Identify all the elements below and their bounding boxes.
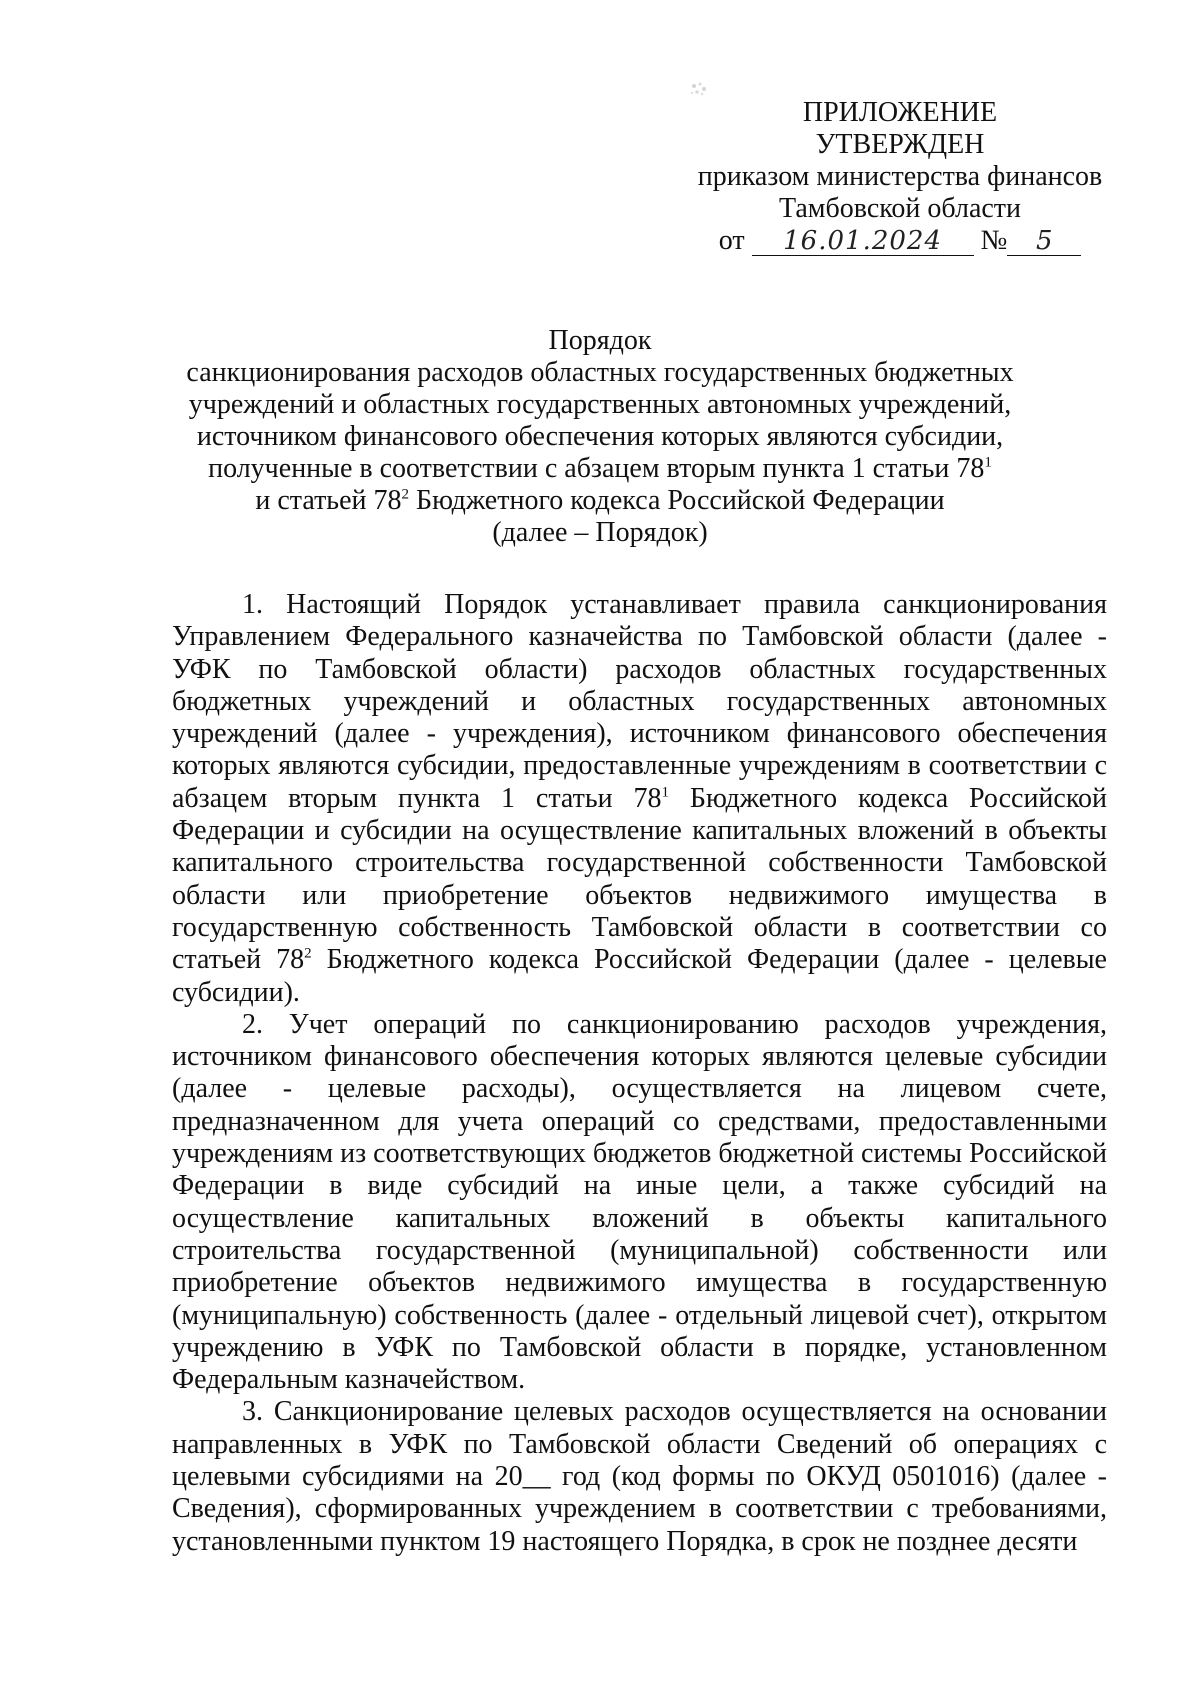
paragraph-2: 2. Учет операций по санкционированию расходов учреждения, источником финансового обеспечения которых являются целевые субсидии (далее - целевые расходы), осуществляется на лицевом счете, предназначенном для учета операций со средствами, предоставленными учреждениям из соответствующих бюджетов бюджетной системы Российской Федерации в виде субсидий на иные цели, а также субсидий на осуществление капитальных вложений в объекты капитального строительства государственной (муниципальной) собственности или приобретение объектов недвижимого имущества в государственную (муниципальную) собственность (далее - отдельный лицевой счет), открытом учреждению в УФК по Тамбовской области в порядке, установленном Федеральным казначейством. [172,1008,1107,1396]
stamp-mark-icon [688,80,710,98]
title-line-3: учреждений и областных государственных автономных учреждений, [188,389,1012,420]
document-title [150,325,1050,549]
handwritten-number: 5 [1007,227,1081,256]
approval-block [690,97,1110,257]
approved-label: УТВЕРЖДЕН [815,129,985,160]
handwritten-date: 16.01.2024 [752,227,974,256]
number-label: № [980,225,1008,256]
title-line-6 [150,485,1050,517]
paragraph-3: 3. Санкционирование целевых расходов осуществляется на основании направленных в УФК по Тамбовской области Сведений об операциях с целевыми субсидиями на 20__ год (код формы по ОКУД 0501016) (далее - Сведения), сформированных учреждением в соответствии с требованиями, установленными пунктом 19 настоящего Порядка, в срок не позднее десяти [172,1396,1107,1557]
appendix-label: ПРИЛОЖЕНИЕ [802,97,998,128]
region-name: Тамбовской области [778,193,1022,224]
title-line-7: (далее – Порядок) [492,517,708,548]
paragraph-1-sup-1: 1 [661,784,669,801]
title-line-2: санкционирования расходов областных государственных бюджетных [186,357,1014,388]
title-line-6-sup: 2 [401,486,409,503]
document-body [172,589,1107,1558]
title-line-4: источником финансового обеспечения которых являются субсидии, [196,421,1004,452]
paragraph-1 [172,589,1107,1009]
date-prefix: от [718,225,745,256]
title-line-5 [150,453,1050,485]
order-date-number [690,225,1110,257]
paragraph-1-part-3: Бюджетного кодекса Российской Федерации (далее - целевые субсидии). [172,944,1107,1008]
paragraph-1-part-1: 1. Настоящий Порядок устанавливает правила санкционирования Управлением Федерального казначейства по Тамбовской области (далее - УФК по Тамбовской области) расходов областных государственных бюджетных учреждений и областных государственных автономных учреждений (далее - учреждения), источником финансового обеспечения которых являются субсидии, предоставленные учреждениям в соответствии с абзацем вторым пункта 1 статьи 78 [172,589,1107,814]
title-line-6-post: Бюджетного кодекса Российской Федерации [409,485,945,516]
title-line-5-sup: 1 [984,454,992,471]
paragraph-1-sup-2: 2 [304,945,312,962]
title-line-1: Порядок [548,325,652,356]
title-line-6-pre: и статьей 78 [255,485,402,516]
order-issuer: приказом министерства финансов [697,161,1103,192]
title-line-5-text: полученные в соответствии с абзацем вторым пункта 1 статьи 78 [208,453,985,484]
paragraph-1-part-2: Бюджетного кодекса Российской Федерации и субсидии на осуществление капитальных вложений в объекты капитального строительства государственной собственности Тамбовской области или приобретение объектов недвижимого имущества в государственную собственность Тамбовской области в соответствии со статьей 78 [172,782,1107,976]
